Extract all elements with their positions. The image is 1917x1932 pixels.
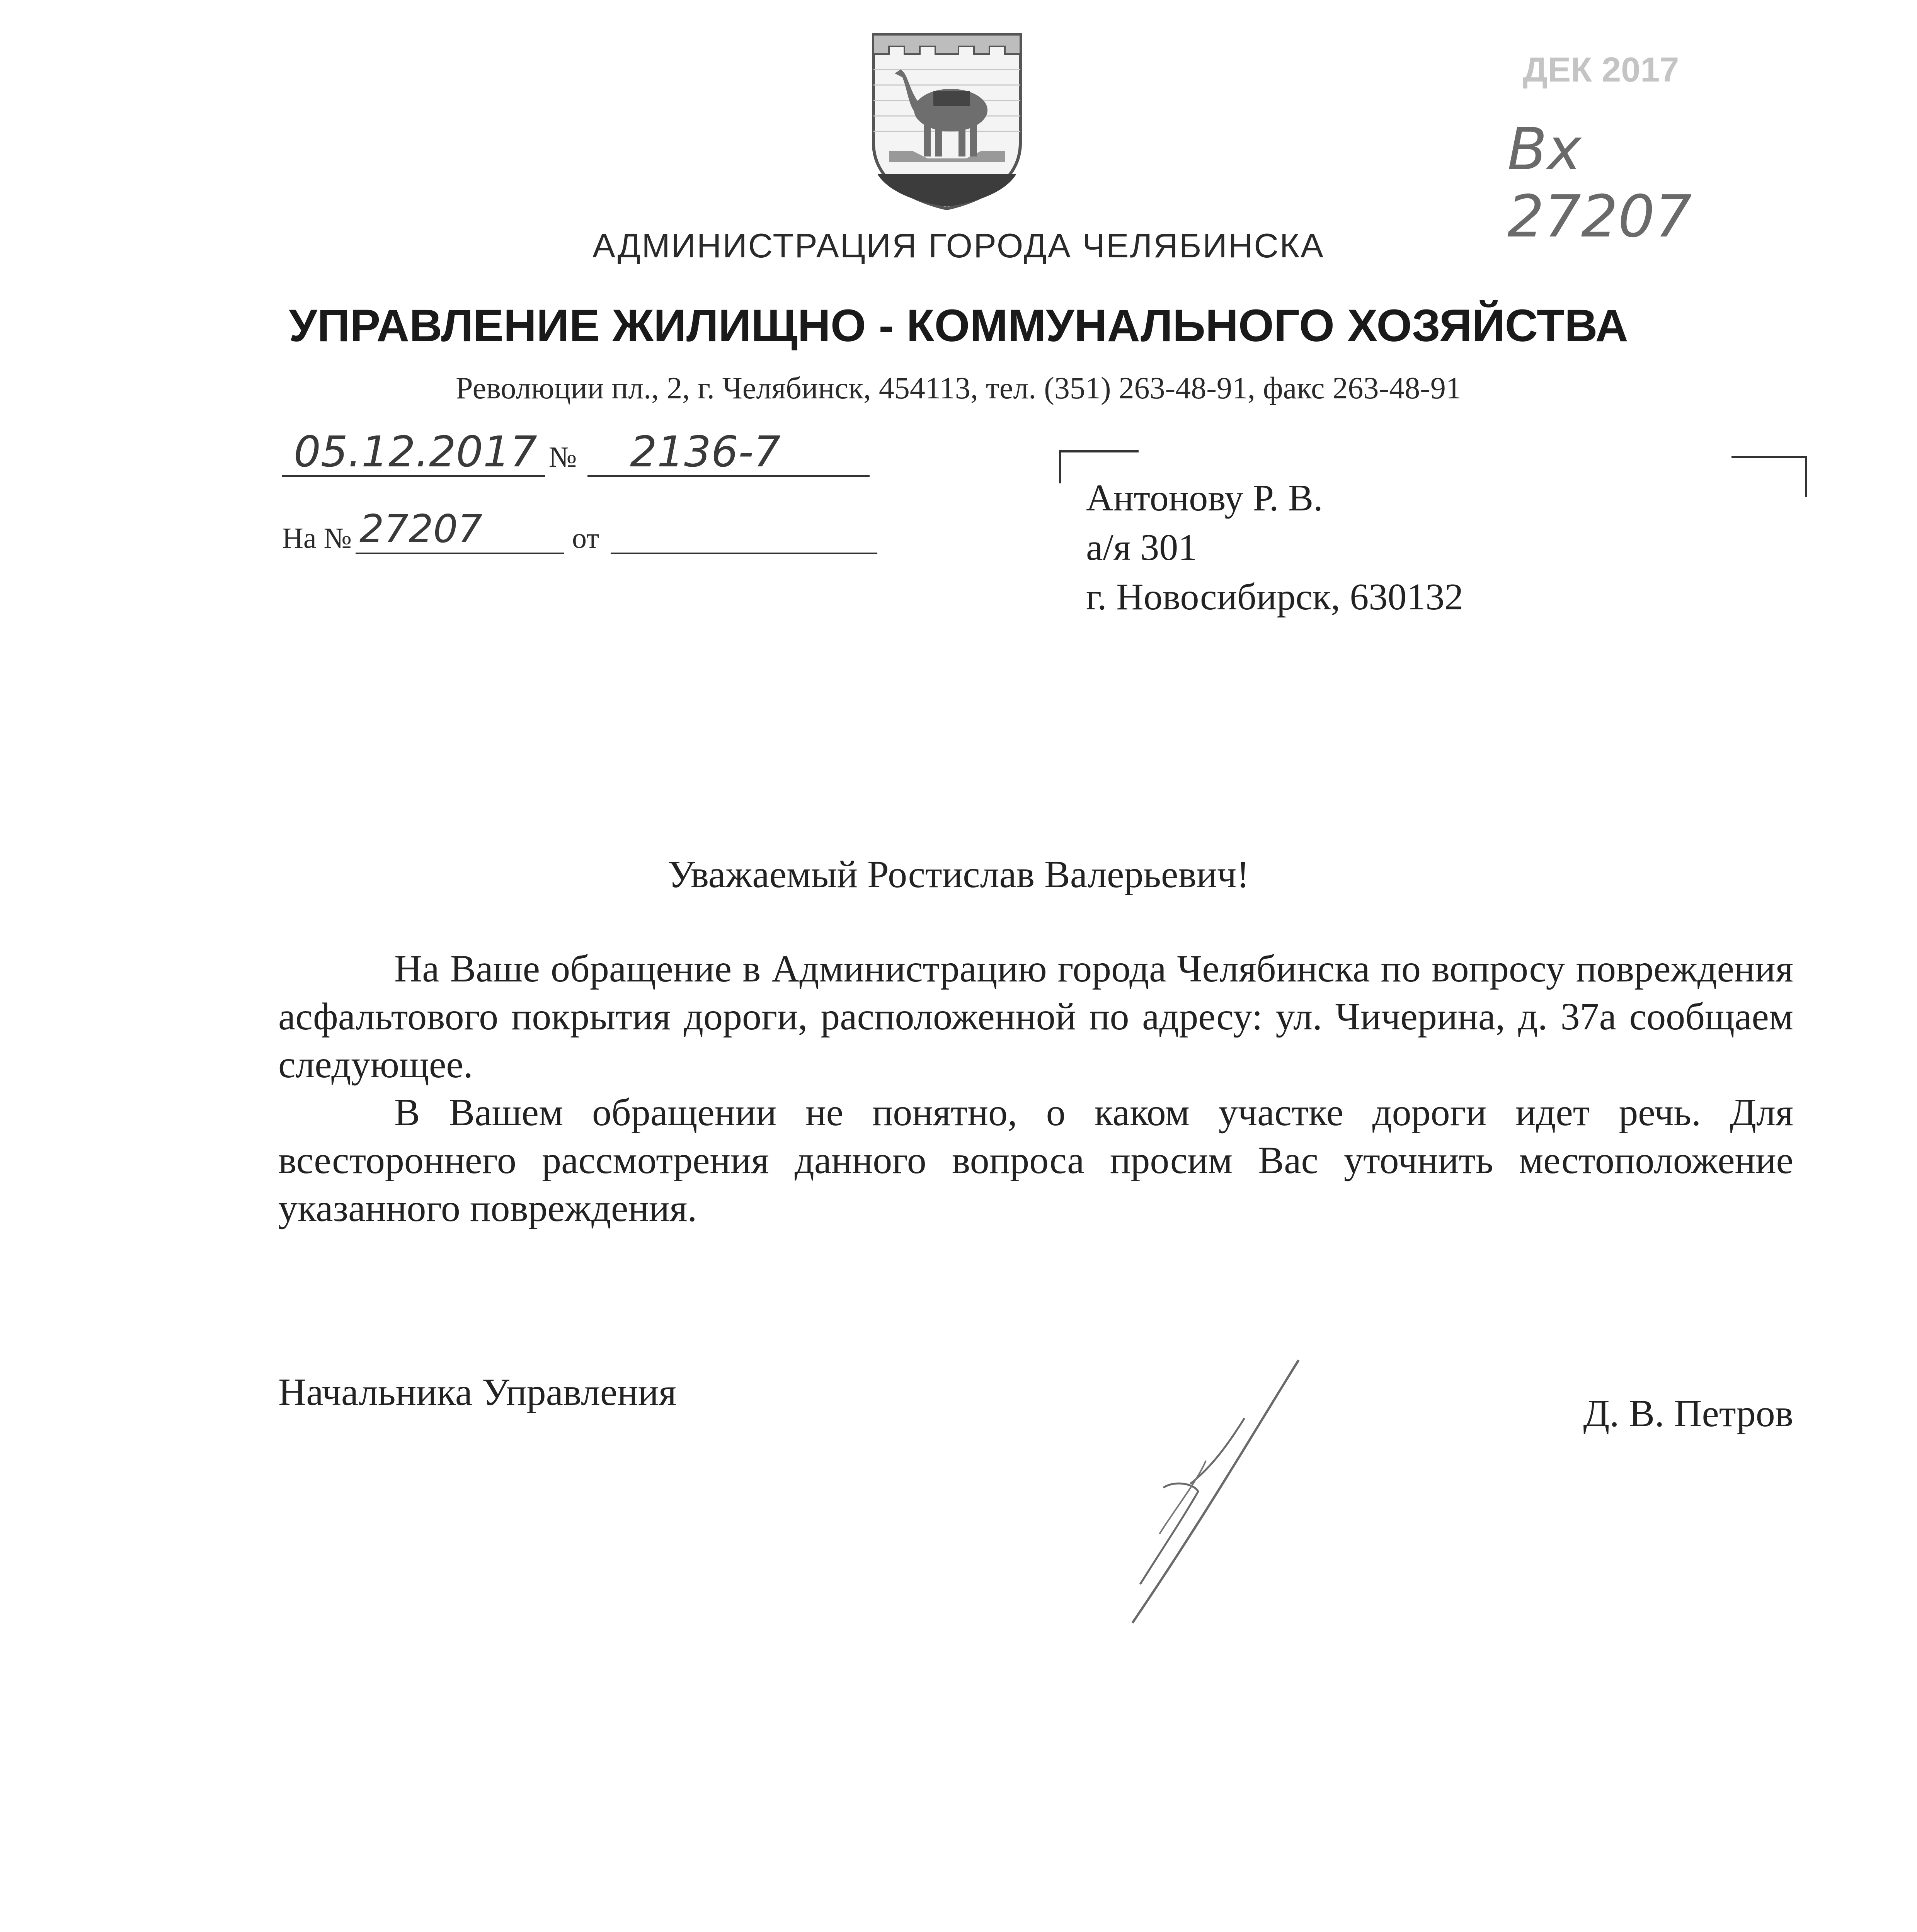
coat-of-arms-icon — [866, 27, 1028, 213]
outgoing-registration-line — [282, 429, 870, 479]
letter-body — [278, 945, 1793, 1232]
recipient-address — [1086, 473, 1463, 622]
signatory-name: Д. В. Петров — [1583, 1392, 1793, 1435]
recipient-po-box: а/я 301 — [1086, 527, 1197, 568]
handwritten-date: 05.12.2017 — [294, 427, 537, 476]
administration-title: АДМИНИСТРАЦИЯ ГОРОДА ЧЕЛЯБИНСКА — [592, 226, 1325, 265]
body-paragraph: На Ваше обращение в Администрацию города Челябинска по вопросу повреждения асфальтового покрытия дороги, расположенной по адресу: ул. Чичерина, д. 37а сообщаем следующее. — [278, 947, 1793, 1086]
reply-to-label: На № — [282, 522, 352, 554]
stamp-handwritten-number: Вх 27207 — [1507, 116, 1692, 250]
salutation: Уважаемый Ростислав Валерьевич! — [667, 853, 1250, 896]
signatory-title: Начальника Управления — [278, 1371, 677, 1413]
handwritten-reply-number: 27207 — [359, 506, 483, 551]
department-title: УПРАВЛЕНИЕ ЖИЛИЩНО - КОММУНАЛЬНОГО ХОЗЯЙСТВА — [289, 300, 1628, 351]
handwritten-signature — [1044, 1352, 1337, 1646]
department-address: Революции пл., 2, г. Челябинск, 454113, тел. (351) 263-48-91, факс 263-48-91 — [456, 371, 1461, 405]
body-paragraph: В Вашем обращении не понятно, о каком участке дороги идет речь. Для всестороннего рассмотрения данного вопроса просим Вас уточнить местоположение указанного повреждения. — [278, 1091, 1793, 1230]
handwritten-outgoing-number: 2136-7 — [630, 427, 781, 476]
address-corner-right — [1731, 456, 1807, 497]
recipient-city: г. Новосибирск, 630132 — [1086, 576, 1464, 618]
reply-registration-line — [282, 506, 877, 556]
incoming-stamp — [1507, 43, 1778, 250]
stamp-date: ДЕК 2017 — [1523, 51, 1679, 89]
recipient-name: Антонову Р. В. — [1086, 477, 1323, 519]
number-label: № — [549, 441, 577, 473]
from-label: от — [572, 522, 599, 554]
